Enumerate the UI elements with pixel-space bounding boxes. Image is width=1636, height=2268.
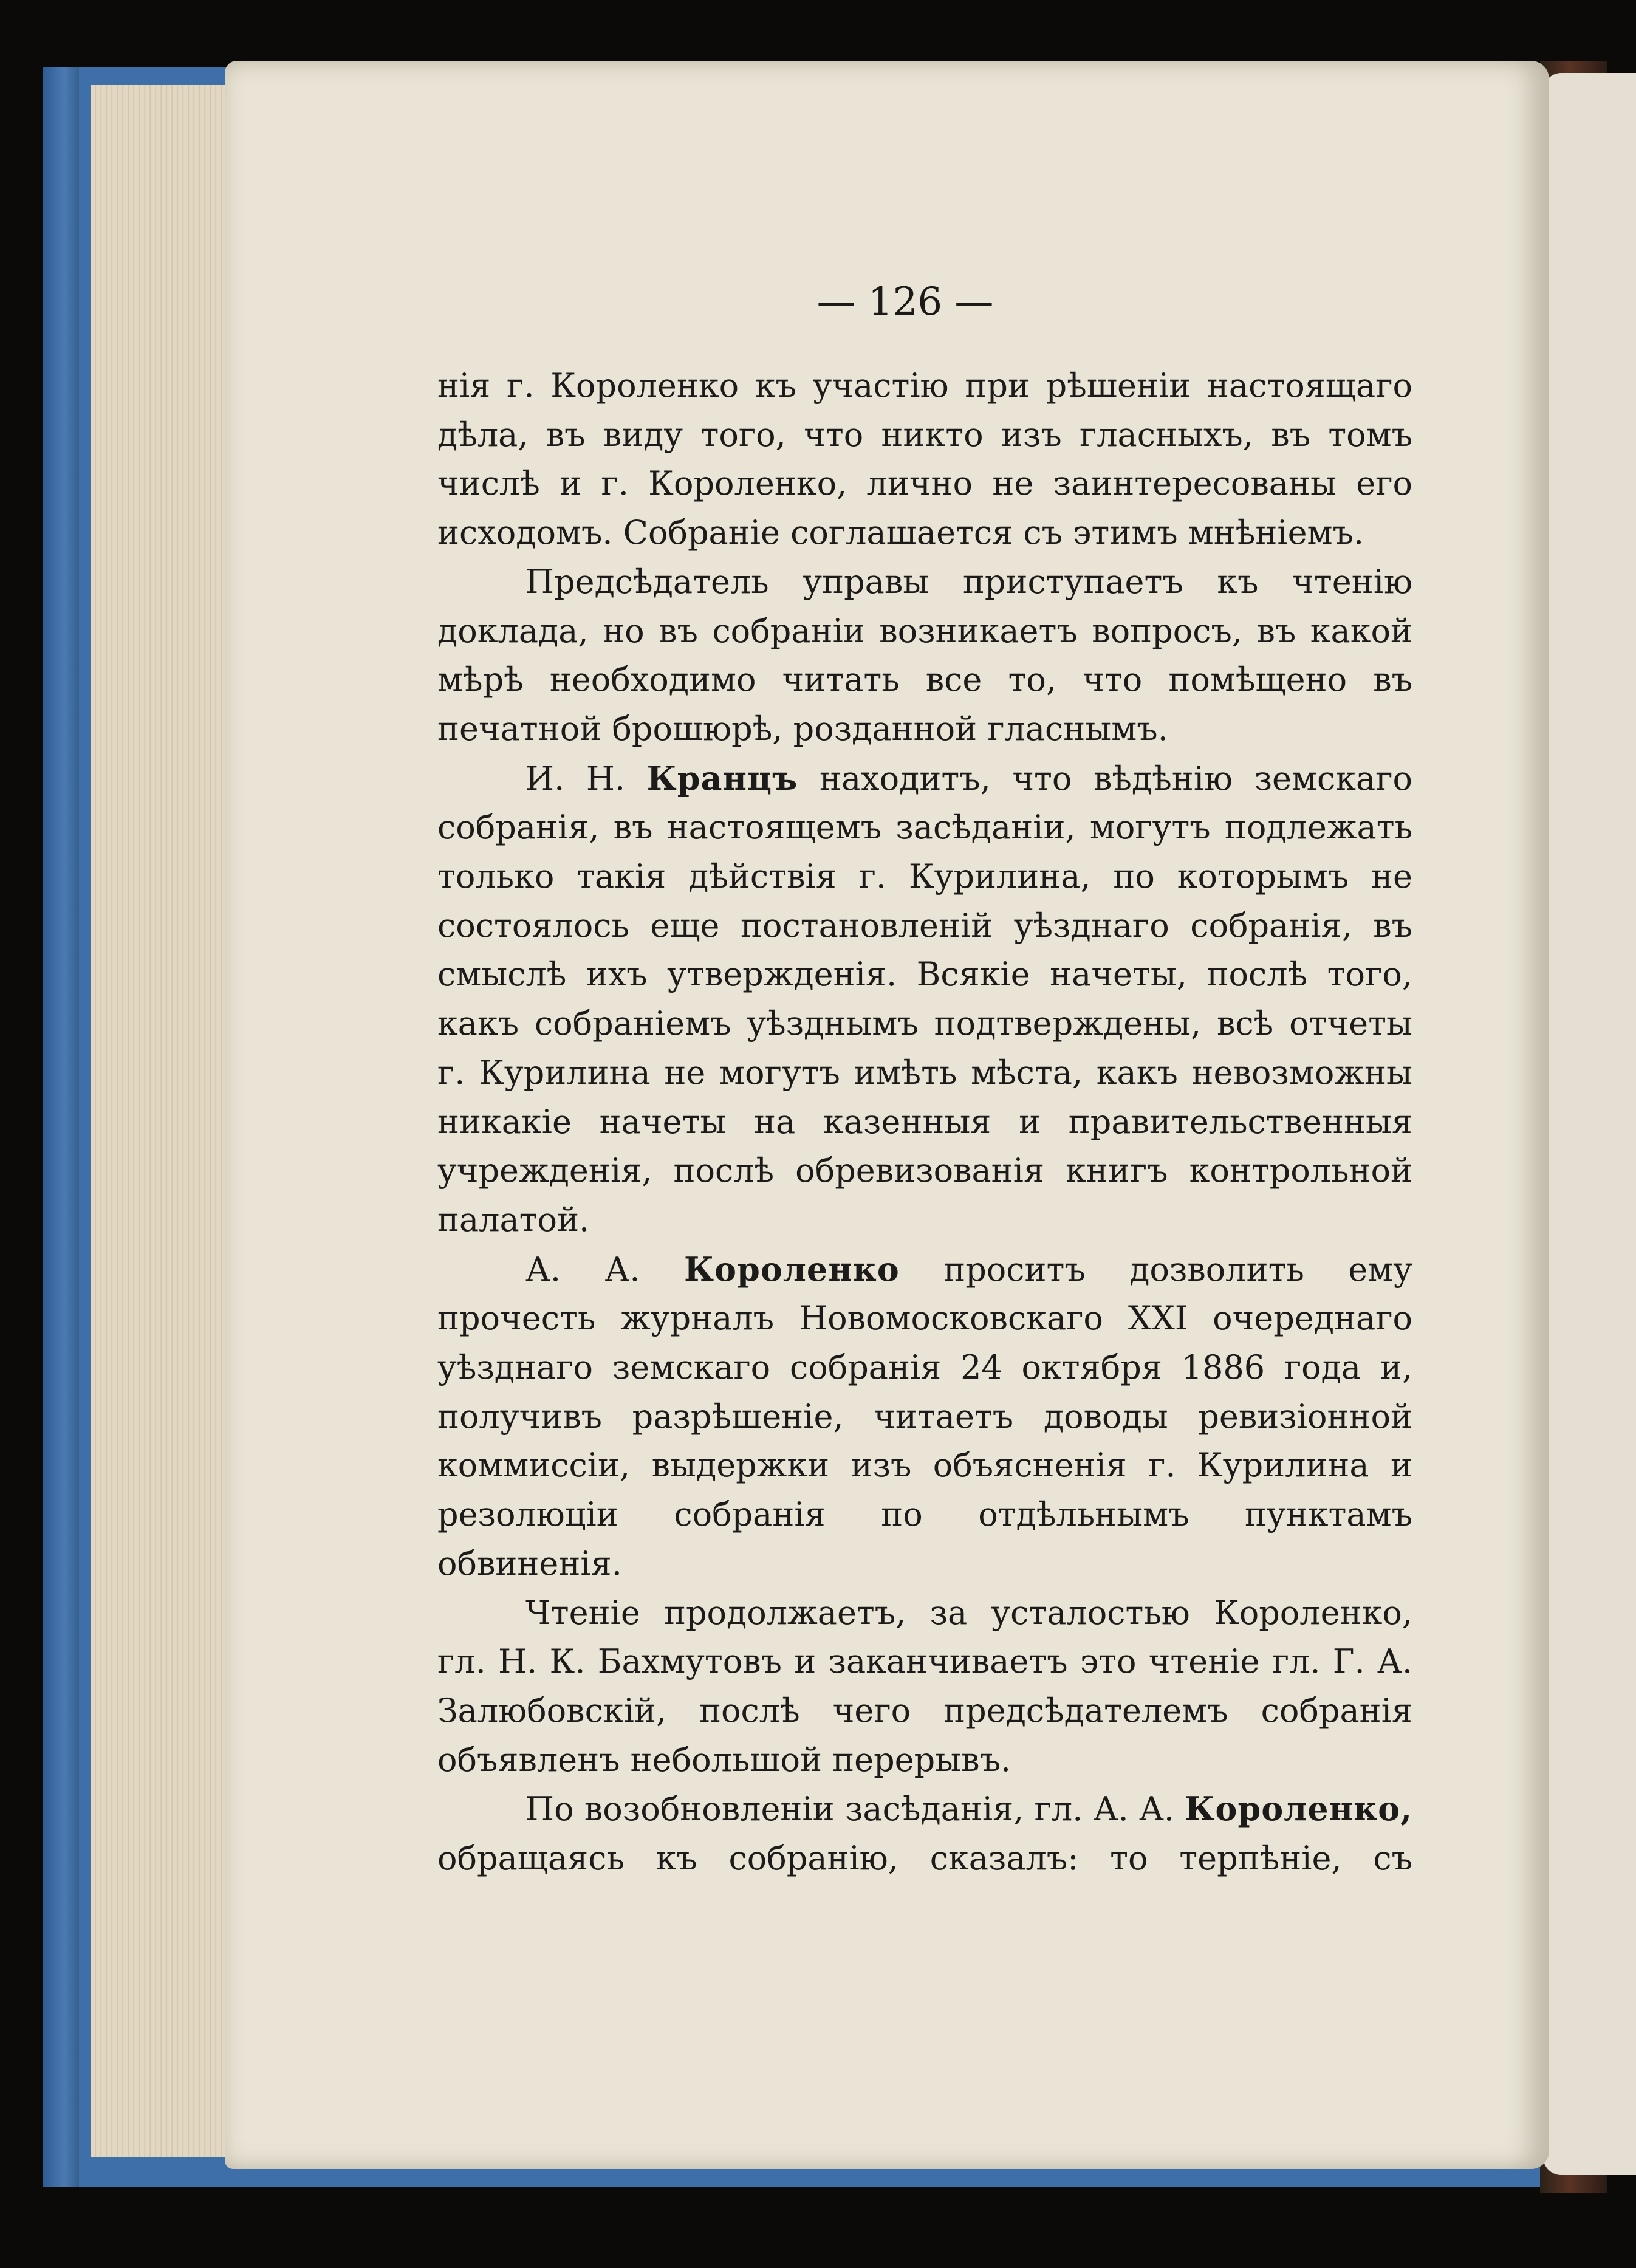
speaker-name: Короленко	[683, 1249, 900, 1289]
paragraph-text: Предсѣдатель управы приступаетъ къ чтенію доклада, но въ собраніи возникаетъ вопросъ, въ какой мѣрѣ необходимо читать все то, что помѣщено въ печатной брошюрѣ, розданной гласнымъ.	[437, 562, 1412, 748]
cover-edge	[43, 67, 79, 2187]
speaker-name: Кранцъ	[646, 758, 798, 798]
paragraph-2	[437, 558, 1412, 754]
page-stack-edges	[91, 85, 237, 2157]
paragraph-lead: По возобновленіи засѣданія, гл. А. А.	[525, 1790, 1175, 1829]
speaker-name: Короленко,	[1185, 1789, 1412, 1829]
facing-page-edge	[1543, 73, 1636, 2175]
paragraph-text: нія г. Короленко къ участію при рѣшеніи настоящаго дѣла, въ виду того, что никто изъ гласныхъ, въ томъ числѣ и г. Короленко, лично не заинтересованы его исходомъ. Собраніе соглашается съ этимъ мнѣніемъ.	[437, 366, 1412, 552]
page-text	[437, 361, 1412, 1883]
page-number: — 126 —	[816, 279, 994, 324]
paragraph-3	[437, 754, 1412, 1245]
paragraph-4	[437, 1245, 1412, 1589]
paragraph-text: находитъ, что вѣдѣнію земскаго собранія, въ настоящемъ засѣданіи, могутъ подлежать только такія дѣйствія г. Курилина, по которымъ не состоялось еще постановленій уѣзднаго собранія, въ смыслѣ ихъ утвержденія. Всякіе начеты, послѣ того, какъ собраніемъ уѣзднымъ подтверждены, всѣ отчеты г. Курилина не могутъ имѣть мѣста, какъ невозможны никакіе начеты на казенныя и правительственныя учрежденія, послѣ обревизованія книгъ контрольной палатой.	[437, 759, 1413, 1239]
paragraph-text: Чтеніе продолжаетъ, за усталостью Короленко, гл. Н. К. Бахмутовъ и заканчиваетъ это чтеніе гл. Г. А. Залюбовскій, послѣ чего предсѣдателемъ собранія объявленъ небольшой перерывъ.	[437, 1593, 1412, 1779]
speaker-initials: И. Н.	[525, 759, 626, 798]
speaker-initials: А. А.	[525, 1250, 640, 1289]
paragraph-6	[437, 1784, 1412, 1883]
paragraph-text: обращаясь къ собранію, сказалъ: то терпѣніе, съ	[437, 1839, 1412, 1878]
paragraph-5	[437, 1589, 1412, 1785]
paragraph-1	[437, 361, 1412, 558]
paragraph-text: проситъ дозволить ему прочесть журналъ Новомосковскаго XXI очереднаго уѣзднаго земскаго собранія 24 октября 1886 года и, получивъ разрѣшеніе, читаетъ доводы ревизіонной коммиссіи, выдержки изъ объясненія г. Курилина и резолюціи собранія по отдѣльнымъ пунктамъ обвиненія.	[437, 1250, 1412, 1583]
